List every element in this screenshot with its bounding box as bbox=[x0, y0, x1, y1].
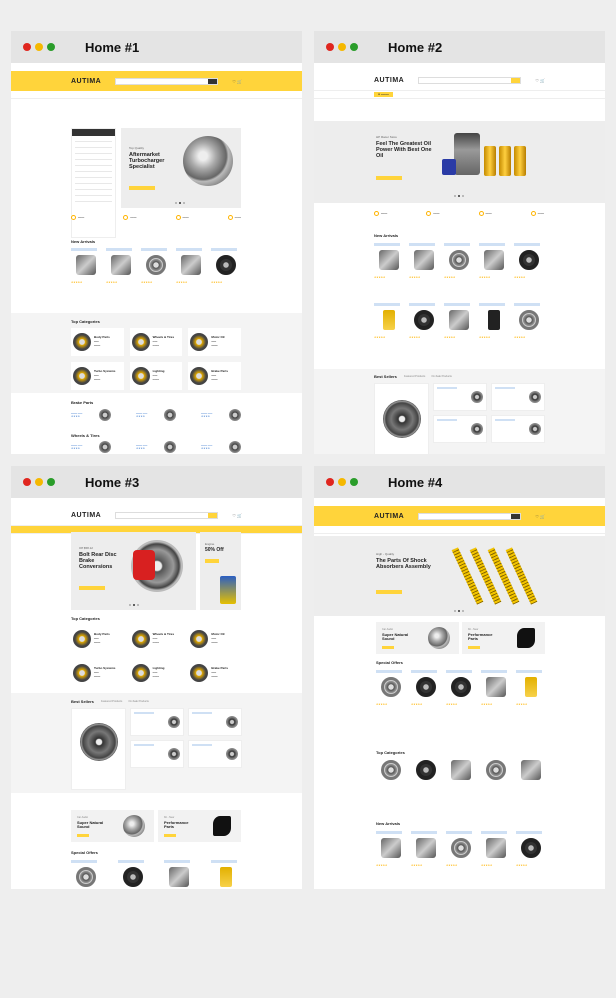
category-row bbox=[376, 760, 546, 810]
site-logo: AUTIMA bbox=[374, 77, 405, 84]
close-dot-icon bbox=[23, 43, 31, 51]
search-icon bbox=[208, 79, 217, 84]
site-logo: AUTIMA bbox=[71, 512, 102, 519]
section-title-top-categories: Top Categories bbox=[71, 319, 100, 324]
home4-preview[interactable] bbox=[314, 466, 605, 889]
site-thumbnail bbox=[11, 63, 302, 454]
home2-preview[interactable] bbox=[314, 31, 605, 454]
promo-banner-audio: Car Audio Super Natural Sound bbox=[71, 810, 154, 842]
hero-label: High - Quality bbox=[376, 552, 395, 556]
section-title-wheels-tires: Wheels & Tires bbox=[71, 433, 100, 438]
side-banner bbox=[200, 532, 241, 610]
close-dot-icon bbox=[326, 478, 334, 486]
site-logo: AUTIMA bbox=[71, 77, 102, 85]
mini-product-grid bbox=[433, 383, 545, 443]
hero-label: HP Racer Store bbox=[376, 135, 397, 139]
maximize-dot-icon bbox=[350, 478, 358, 486]
hero-banner bbox=[314, 121, 605, 203]
site-thumbnail bbox=[314, 498, 605, 889]
promo-banner-performance: Kit - New Performance Parts bbox=[462, 622, 545, 654]
hero-title: Feel The Greatest Oil Power With Best One Oil bbox=[376, 141, 432, 160]
maximize-dot-icon bbox=[47, 43, 55, 51]
tab-on-sale-products[interactable]: On-Sale Products bbox=[128, 700, 149, 703]
window-chrome bbox=[314, 31, 605, 63]
window-chrome bbox=[314, 466, 605, 498]
header bbox=[314, 71, 605, 91]
promo-banner-audio: Car Audio Super Natural Sound bbox=[376, 622, 459, 654]
brake-list: ━━━━ ━━━ ★★★★ ━━━━ ━━━ ★★★★ ━━━━ ━━━ ★★★★ bbox=[71, 409, 241, 421]
preview-title: Home #2 bbox=[388, 39, 443, 55]
wheels-list: ━━━━ ━━━ ★★★★ ━━━━ ━━━ ★★★★ ━━━━ ━━━ ★★★★ bbox=[71, 441, 241, 453]
preview-title: Home #4 bbox=[388, 474, 443, 490]
minimize-dot-icon bbox=[35, 43, 43, 51]
tab-best-sellers[interactable]: Best Sellers bbox=[374, 374, 397, 379]
product-row: ★★★★★ ★★★★★ ★★★★★ ★★★★★ ★★★★★ bbox=[376, 670, 546, 734]
section-title-new-arrivals: New Arrivals bbox=[374, 233, 399, 238]
turbocharger-image bbox=[183, 136, 233, 186]
search-icon bbox=[511, 514, 520, 519]
header bbox=[11, 71, 302, 91]
cart-icon: ♡ 🛒 bbox=[535, 513, 545, 519]
hero-title: Bolt Rear Disc Brake Conversions bbox=[79, 552, 117, 571]
all-categories-button: ☰ ━━━━━ bbox=[374, 92, 393, 97]
search-input bbox=[115, 78, 218, 85]
hero-banner bbox=[314, 536, 605, 616]
category-grid: Body Parts ━━━ ━━━━ Wheels & Tires ━━━ ━━━━ Motor Oil ━━━ ━━━━ Turbo Systems ━━━ ━━━━ Lighting ━━━ ━━━━ Brake Parts ━━━ ━━━━ bbox=[71, 328, 241, 390]
hero-label: Top Quality bbox=[129, 146, 145, 150]
search-icon bbox=[208, 513, 217, 518]
blue-filter-image bbox=[442, 159, 456, 175]
top-bar bbox=[11, 63, 302, 71]
side-banner-button bbox=[205, 559, 219, 563]
window-chrome bbox=[11, 466, 302, 498]
oil-can-image bbox=[454, 133, 480, 175]
feature-strip: ━━━━ ━━━━ ━━━━ ━━━━ bbox=[71, 215, 241, 220]
maximize-dot-icon bbox=[350, 43, 358, 51]
minimize-dot-icon bbox=[35, 478, 43, 486]
section-title-special-offers: Special Offers bbox=[71, 850, 98, 855]
category-grid: Body Parts ━━━ ━━━━ Wheels & Tires ━━━ ━━━━ Motor Oil ━━━ ━━━━ Turbo Systems ━━━ ━━━━ Lighting ━━━ ━━━━ Brake Parts ━━━ ━━━━ bbox=[71, 625, 241, 687]
cart-icon: ♡ 🛒 bbox=[232, 513, 242, 518]
site-logo: AUTIMA bbox=[374, 512, 405, 520]
feature-strip: ━━━━ ━━━━ ━━━━ ━━━━ bbox=[374, 211, 544, 216]
top-bar bbox=[314, 63, 605, 71]
cart-icon: ♡ 🛒 bbox=[535, 78, 545, 83]
site-thumbnail bbox=[11, 498, 302, 889]
promo-banner-performance: Kit - New Performance Parts bbox=[158, 810, 241, 842]
hero-title: Aftermarket Turbocharger Specialist bbox=[129, 152, 165, 171]
section-title-top-categories: Top Categories bbox=[376, 750, 405, 755]
section-title-brake-parts: Brake Parts bbox=[71, 400, 94, 405]
home1-preview[interactable] bbox=[11, 31, 302, 454]
product-row-2: ★★★★★ ★★★★★ ★★★★★ ★★★★★ ★★★★★ bbox=[374, 303, 544, 367]
shop-now-button bbox=[376, 590, 402, 594]
product-row bbox=[71, 860, 241, 889]
cart-icon: ♡ 🛒 bbox=[232, 78, 242, 84]
top-bar bbox=[314, 498, 605, 506]
preview-title: Home #3 bbox=[85, 474, 140, 490]
main-nav bbox=[11, 91, 302, 99]
oil-filter-image bbox=[499, 146, 511, 176]
featured-product-card bbox=[71, 708, 126, 790]
window-chrome bbox=[11, 31, 302, 63]
section-title-new-arrivals: New Arrivals bbox=[376, 821, 401, 826]
header bbox=[11, 506, 302, 526]
section-title-new-arrivals: New Arrivals bbox=[71, 239, 96, 244]
product-row: ★★★★★ ★★★★★ ★★★★★ ★★★★★ ★★★★★ bbox=[71, 248, 241, 312]
minimize-dot-icon bbox=[338, 478, 346, 486]
product-row-1: ★★★★★ ★★★★★ ★★★★★ ★★★★★ ★★★★★ bbox=[374, 243, 544, 307]
main-nav bbox=[314, 526, 605, 534]
preview-title: Home #1 bbox=[85, 39, 140, 55]
product-row-new: ★★★★★ ★★★★★ ★★★★★ ★★★★★ ★★★★★ bbox=[376, 831, 546, 889]
side-banner-title: 50% Off bbox=[205, 547, 224, 553]
search-input bbox=[418, 513, 521, 520]
category-sidebar bbox=[71, 128, 116, 238]
hero-label: Off $58.12 bbox=[79, 546, 93, 550]
minimize-dot-icon bbox=[338, 43, 346, 51]
hero-title: The Parts Of Shock Absorbers Assembly bbox=[376, 558, 431, 571]
main-nav bbox=[314, 91, 605, 99]
mini-product-grid bbox=[130, 708, 242, 768]
brake-caliper-image bbox=[133, 550, 155, 580]
side-banner-label: Engine bbox=[205, 542, 215, 546]
featured-product-card bbox=[374, 383, 429, 454]
shop-now-button bbox=[129, 186, 155, 190]
search-input bbox=[115, 512, 218, 519]
tab-featured-products[interactable]: Featured Products bbox=[101, 700, 123, 703]
section-title-special-offers: Special Offers bbox=[376, 660, 403, 665]
top-bar bbox=[11, 498, 302, 506]
site-thumbnail bbox=[314, 63, 605, 454]
oil-filter-image bbox=[484, 146, 496, 176]
tab-best-sellers[interactable]: Best Sellers bbox=[71, 699, 94, 704]
tab-on-sale-products[interactable]: On-Sale Products bbox=[431, 375, 452, 378]
close-dot-icon bbox=[23, 478, 31, 486]
shop-now-button bbox=[79, 586, 105, 590]
section-title-top-categories: Top Categories bbox=[71, 616, 100, 621]
search-icon bbox=[511, 78, 520, 83]
tab-featured-products[interactable]: Featured Products bbox=[404, 375, 426, 378]
header bbox=[314, 506, 605, 526]
close-dot-icon bbox=[326, 43, 334, 51]
coolant-image bbox=[220, 576, 236, 604]
shop-now-button bbox=[376, 176, 402, 180]
hero-banner bbox=[121, 128, 241, 208]
hero-banner bbox=[71, 532, 196, 610]
home3-preview[interactable] bbox=[11, 466, 302, 889]
oil-filter-image bbox=[514, 146, 526, 176]
search-input bbox=[418, 77, 521, 84]
maximize-dot-icon bbox=[47, 478, 55, 486]
